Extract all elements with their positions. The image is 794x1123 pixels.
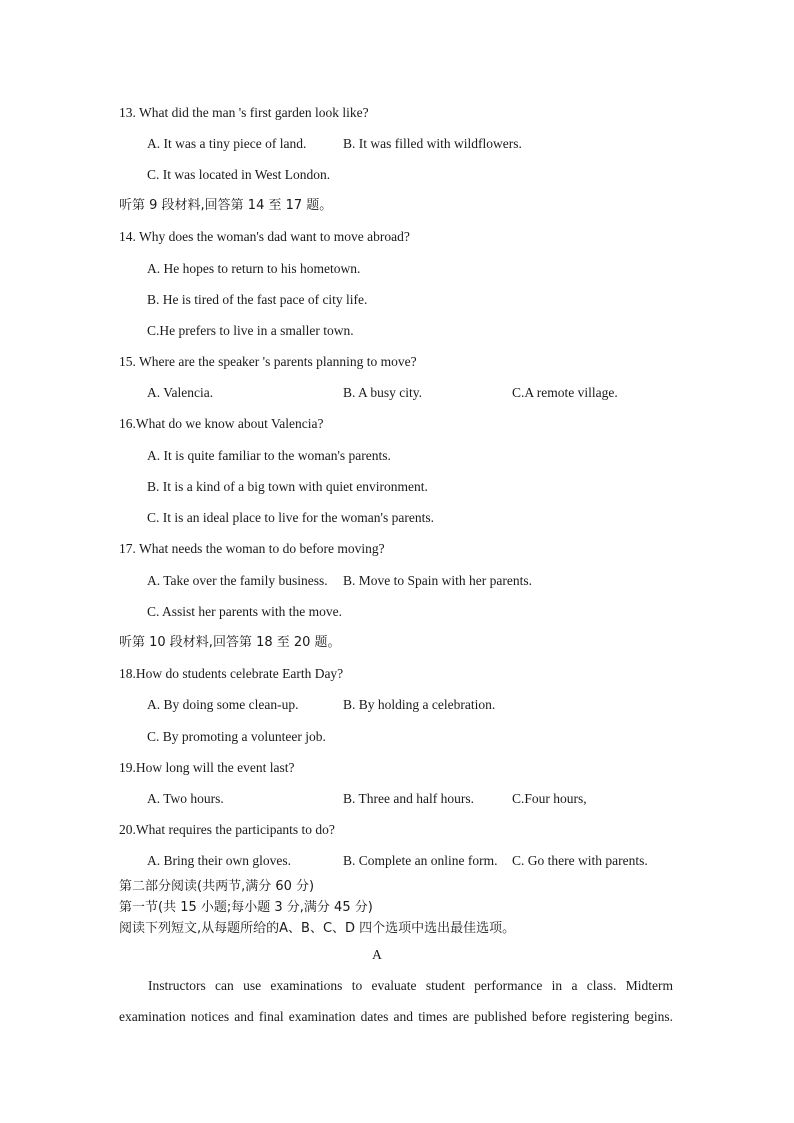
passage-label: A — [372, 947, 382, 962]
q14-option-b: B. He is tired of the fast pace of city life. — [147, 292, 368, 307]
q15-option-b: B. A busy city. — [343, 385, 423, 400]
q15-option-c: C.A remote village. — [512, 385, 618, 400]
section-1-title: 第一节(共 15 小题;每小题 3 分,满分 45 分) — [119, 900, 373, 915]
question-20: 20.What requires the participants to do? — [119, 822, 335, 837]
q18-option-b: B. By holding a celebration. — [343, 697, 496, 712]
q13-option-a: A. It was a tiny piece of land. — [147, 136, 307, 151]
q16-option-c: C. It is an ideal place to live for the woman's parents. — [147, 510, 434, 525]
q18-option-a: A. By doing some clean-up. — [147, 697, 299, 712]
section-10-instruction: 听第 10 段材料,回答第 18 至 20 题。 — [119, 635, 341, 650]
q16-option-a: A. It is quite familiar to the woman's parents. — [147, 448, 391, 463]
question-17: 17. What needs the woman to do before moving? — [119, 541, 385, 556]
question-15: 15. Where are the speaker 's parents planning to move? — [119, 354, 417, 369]
q17-option-c: C. Assist her parents with the move. — [147, 604, 342, 619]
q14-option-c: C.He prefers to live in a smaller town. — [147, 323, 354, 338]
q19-option-a: A. Two hours. — [147, 791, 224, 806]
question-14: 14. Why does the woman's dad want to move abroad? — [119, 229, 410, 244]
q19-option-b: B. Three and half hours. — [343, 791, 474, 806]
q20-option-b: B. Complete an online form. — [343, 853, 498, 868]
q20-option-c: C. Go there with parents. — [512, 853, 648, 868]
q13-option-c: C. It was located in West London. — [147, 167, 331, 182]
question-13: 13. What did the man 's first garden look like? — [119, 105, 369, 120]
q14-option-a: A. He hopes to return to his hometown. — [147, 261, 361, 276]
question-18: 18.How do students celebrate Earth Day? — [119, 666, 344, 681]
reading-instruction: 阅读下列短文,从每题所给的A、B、C、D 四个选项中选出最佳选项。 — [119, 921, 516, 936]
question-19: 19.How long will the event last? — [119, 760, 295, 775]
q13-option-b: B. It was filled with wildflowers. — [343, 136, 522, 151]
q16-option-b: B. It is a kind of a big town with quiet environment. — [147, 479, 428, 494]
q19-option-c: C.Four hours, — [512, 791, 587, 806]
section-9-instruction: 听第 9 段材料,回答第 14 至 17 题。 — [119, 198, 333, 213]
q17-option-b: B. Move to Spain with her parents. — [343, 573, 532, 588]
passage-line-1: Instructors can use examinations to evaluate student performance in a class. Midterm — [148, 978, 673, 993]
q15-option-a: A. Valencia. — [147, 385, 214, 400]
q20-option-a: A. Bring their own gloves. — [147, 853, 291, 868]
q17-option-a: A. Take over the family business. — [147, 573, 328, 588]
passage-line-2: examination notices and final examination dates and times are published before registering begins. — [119, 1009, 673, 1024]
q18-option-c: C. By promoting a volunteer job. — [147, 729, 326, 744]
question-16: 16.What do we know about Valencia? — [119, 416, 324, 431]
part-2-title: 第二部分阅读(共两节,满分 60 分) — [119, 879, 315, 894]
